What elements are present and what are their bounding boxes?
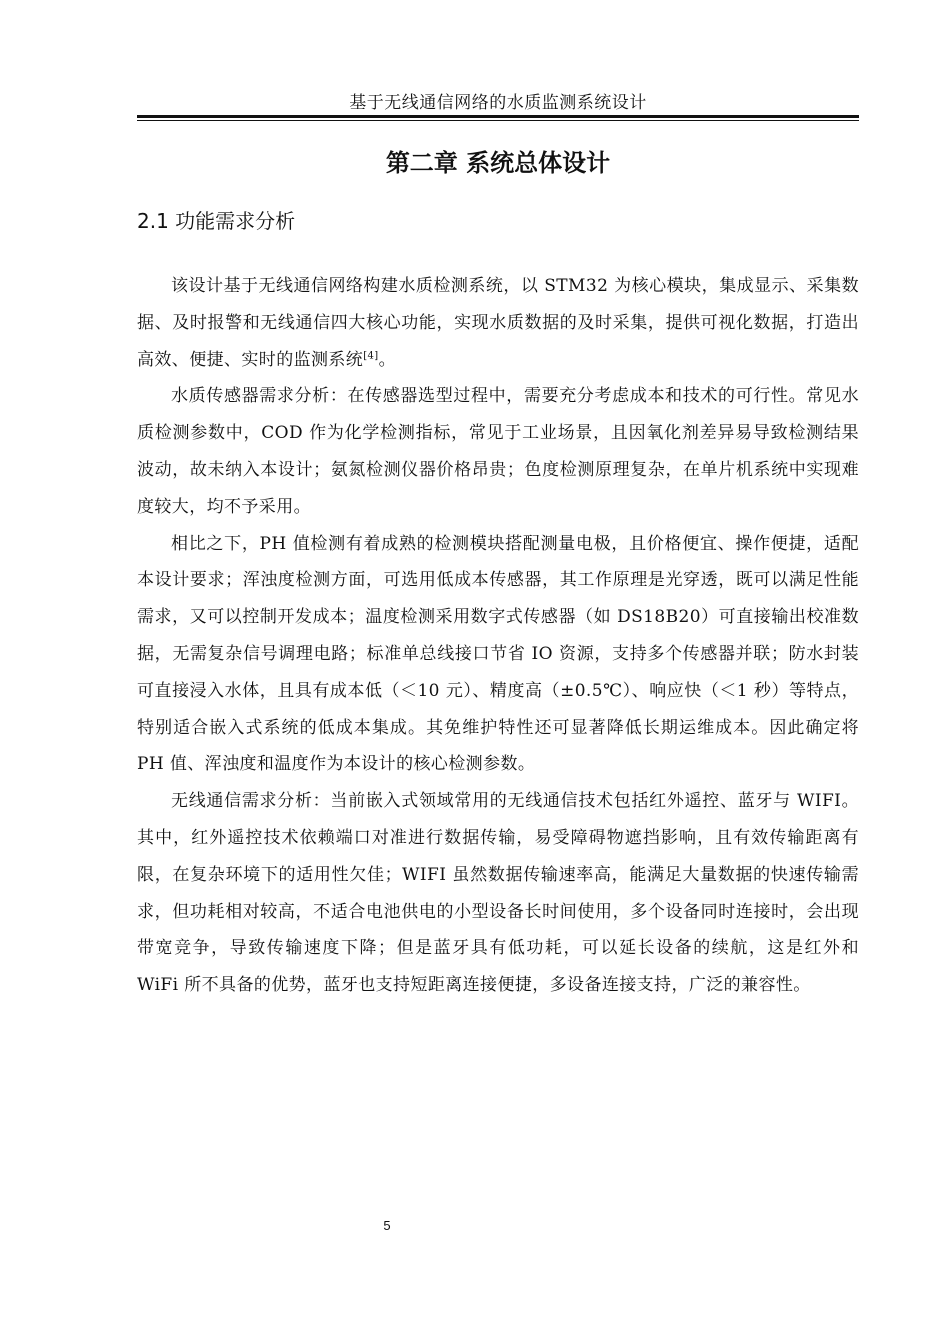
page-number: 5 <box>383 1218 391 1233</box>
paragraph-1-text: 该设计基于无线通信网络构建水质检测系统，以 STM32 为核心模块，集成显示、采集数据、及时报警和无线通信四大核心功能，实现水质数据的及时采集，提供可视化数据，打造出高效、便捷、实时的监测系统 <box>137 276 859 370</box>
body-text <box>137 268 859 1004</box>
citation-ref[interactable]: [4] <box>363 349 379 361</box>
paragraph-1 <box>137 268 859 378</box>
paragraph-4: 无线通信需求分析：当前嵌入式领域常用的无线通信技术包括红外遥控、蓝牙与 WIFI。其中，红外遥控技术依赖端口对准进行数据传输，易受障碍物遮挡影响，且有效传输距离有限，在复杂环境下的适用性欠佳；WIFI 虽然数据传输速率高，能满足大量数据的快速传输需求，但功耗相对较高，不适合电池供电的小型设备长时间使用，多个设备同时连接时，会出现带宽竞争，导致传输速度下降；但是蓝牙具有低功耗，可以延长设备的续航，这是红外和 WiFi 所不具备的优势，蓝牙也支持短距离连接便捷，多设备连接支持，广泛的兼容性。 <box>137 791 859 996</box>
paragraph-3: 相比之下，PH 值检测有着成熟的检测模块搭配测量电极，且价格便宜、操作便捷，适配本设计要求；浑浊度检测方面，可选用低成本传感器，其工作原理是光穿透，既可以满足性能需求，又可以控制开发成本；温度检测采用数字式传感器（如 DS18B20）可直接输出校准数据，无需复杂信号调理电路；标准单总线接口节省 IO 资源，支持多个传感器并联；防水封装可直接浸入水体，且具有成本低（＜10 元）、精度高（±0.5℃）、响应快（＜1 秒）等特点，特别适合嵌入式系统的低成本集成。其免维护特性还可显著降低长期运维成本。因此确定将 PH 值、浑浊度和温度作为本设计的核心检测参数。 <box>137 533 859 775</box>
paragraph-1-tail: 。 <box>378 349 396 370</box>
section-heading: 2.1 功能需求分析 <box>137 209 296 233</box>
running-header: 基于无线通信网络的水质监测系统设计 <box>349 93 647 113</box>
header-rule-thin <box>137 120 859 121</box>
chapter-title: 第二章 系统总体设计 <box>385 149 611 177</box>
paragraph-2: 水质传感器需求分析：在传感器选型过程中，需要充分考虑成本和技术的可行性。常见水质检测参数中，COD 作为化学检测指标，常见于工业场景，且因氧化剂差异易导致检测结果波动，故未纳入本设计；氨氮检测仪器价格昂贵；色度检测原理复杂，在单片机系统中实现难度较大，均不予采用。 <box>137 386 859 517</box>
header-rule <box>137 115 859 118</box>
